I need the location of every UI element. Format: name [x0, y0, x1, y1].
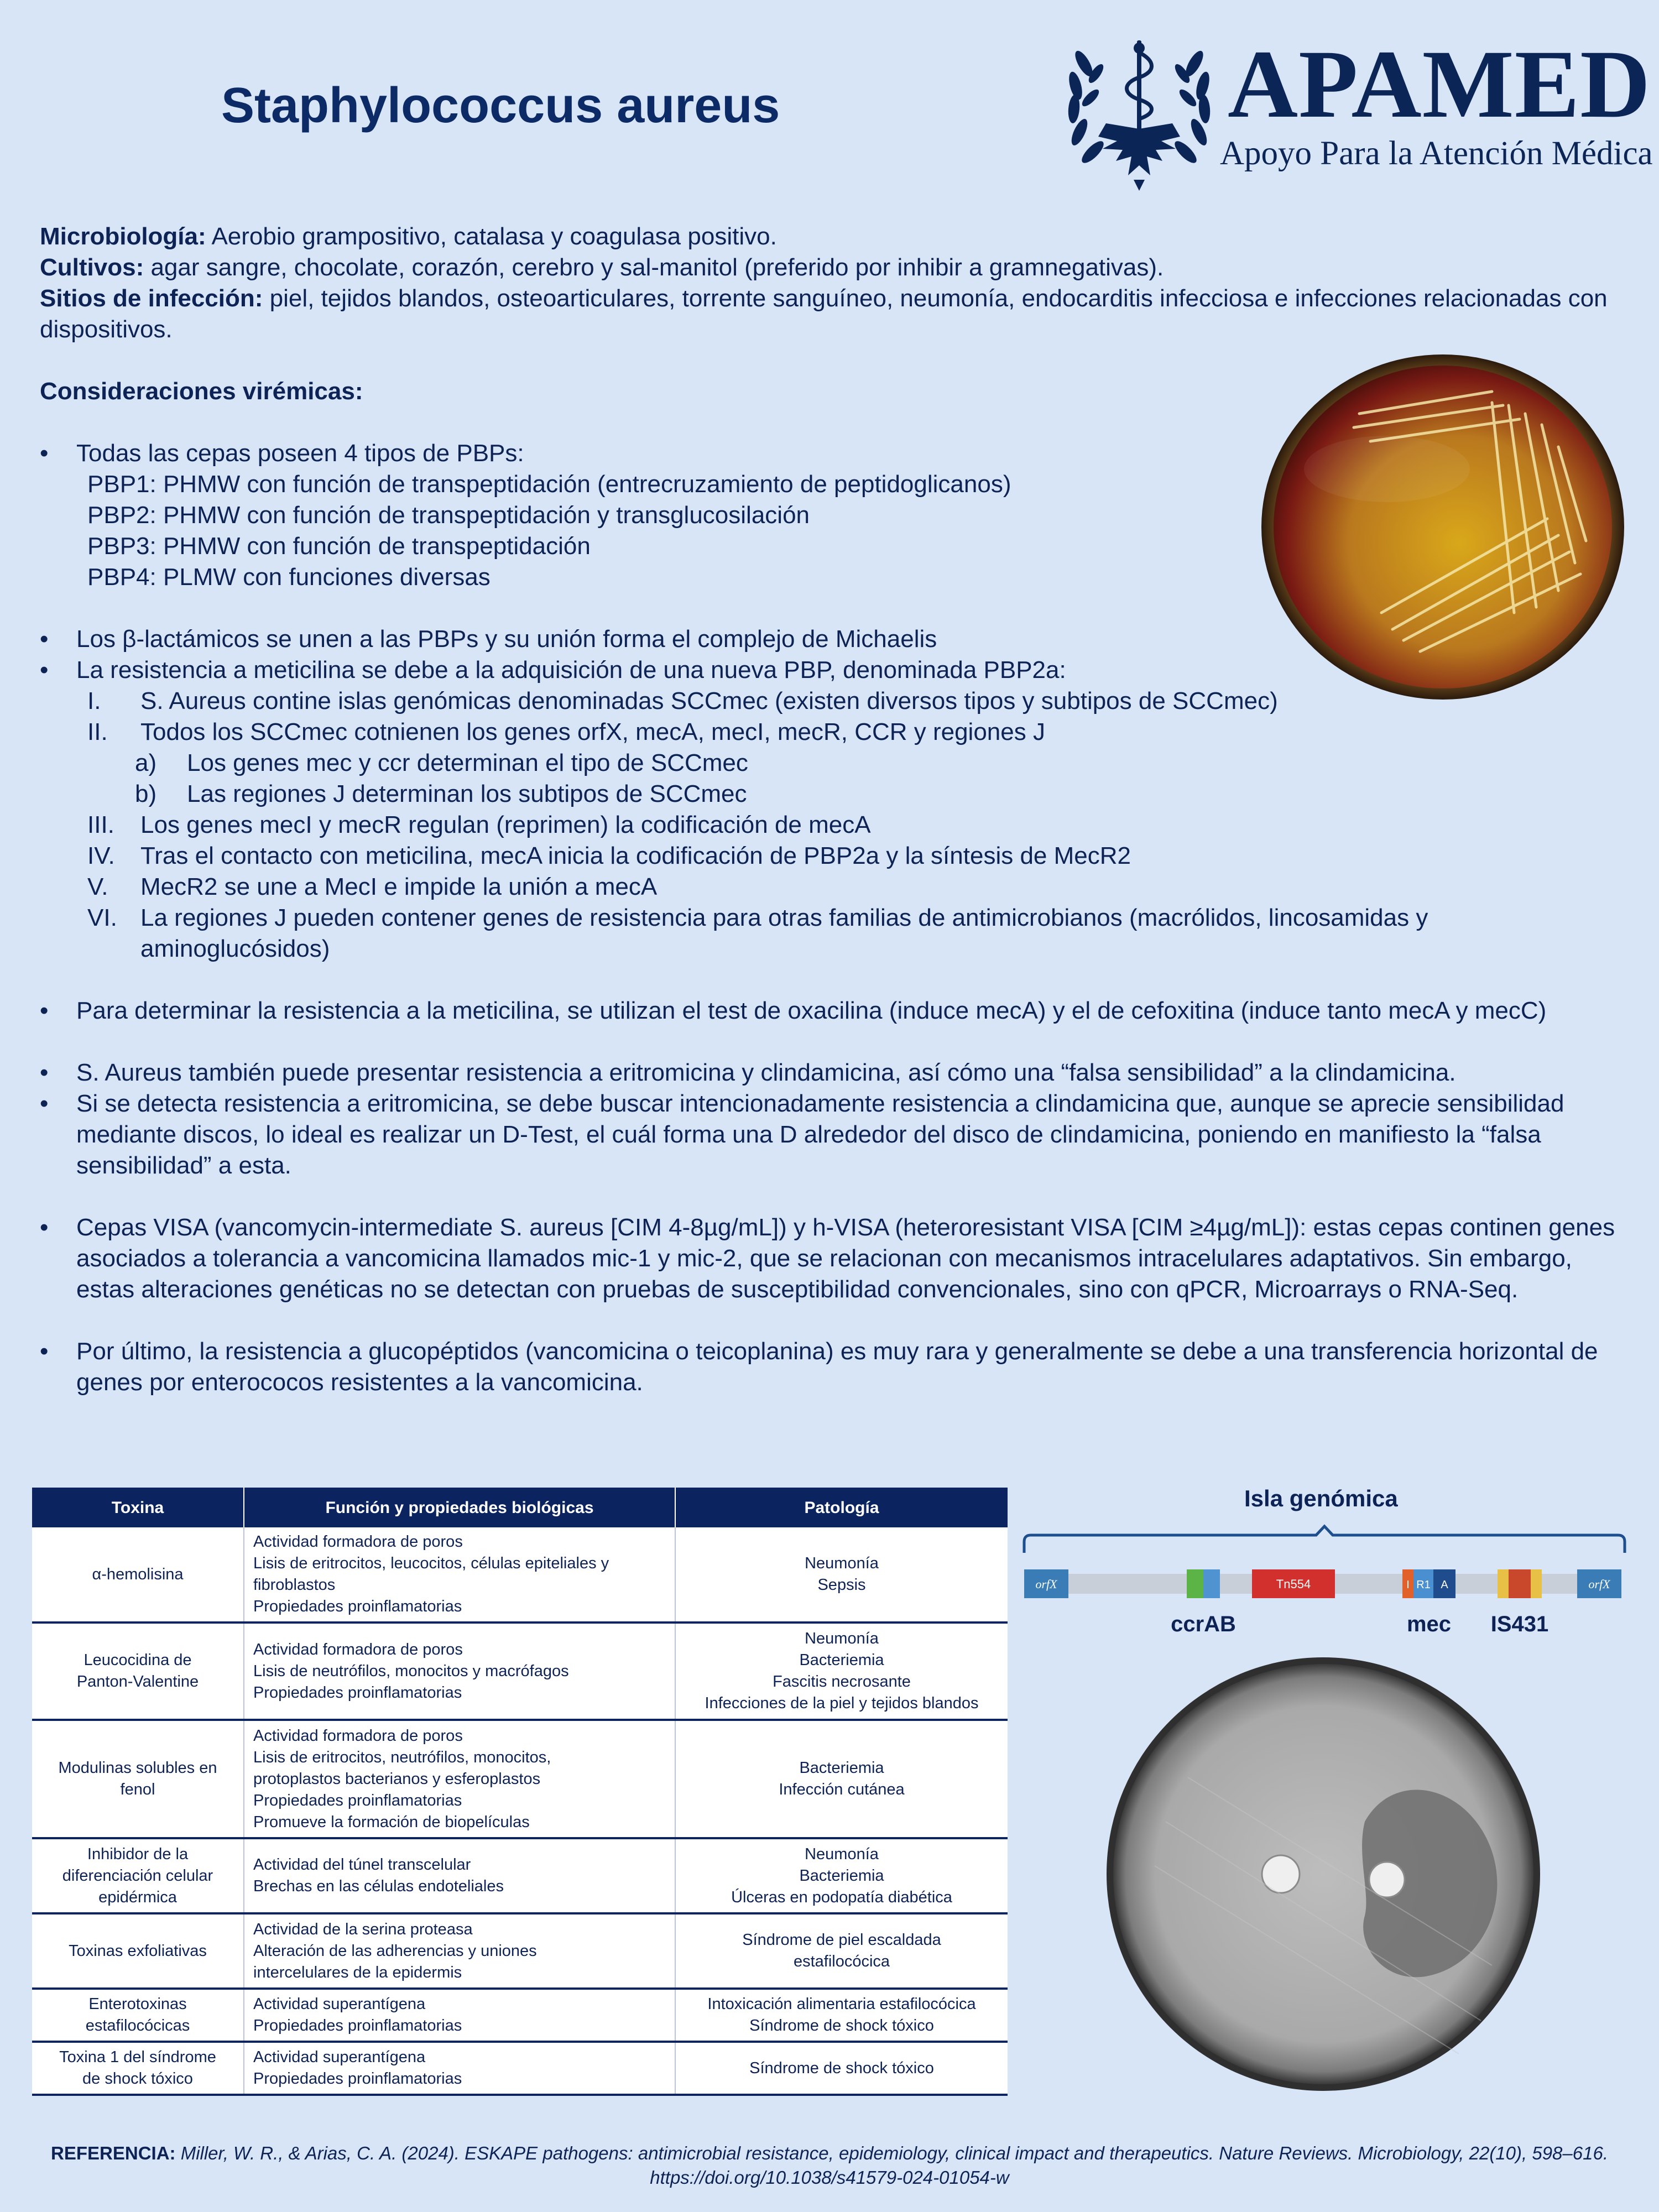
table-row — [32, 1527, 1008, 1623]
microbiologia-label: Microbiología: — [40, 223, 206, 250]
pbp-item: PBP1: PHMW con función de transpeptidación (entrecruzamiento de peptidoglicanos) — [87, 471, 1011, 498]
toxin-cell: α-hemolisina — [32, 1527, 244, 1623]
function-cell: Actividad superantígena Propiedades proinflamatorias — [244, 1989, 675, 2042]
bullet-eritromicina: • S. Aureus también puede presentar resistencia a eritromicina y clindamicina, así cómo una “falsa sensibilidad” a la clindamicina. — [40, 1057, 1621, 1088]
function-cell: Actividad formadora de poros Lisis de neutrófilos, monocitos y macrófagos Propiedades proinflamatorias — [244, 1623, 675, 1720]
roman-item: IV. Tras el contacto con meticilina, mecA inicia la codificación de PBP2a y la síntesis de MecR2 — [87, 842, 1131, 869]
pathology-cell: Síndrome de piel escaldada estafilocócica — [675, 1913, 1008, 1989]
pathology-cell: Síndrome de shock tóxico — [675, 2042, 1008, 2095]
function-cell: Actividad superantígena Propiedades proinflamatorias — [244, 2042, 675, 2095]
microbiologia-text: Aerobio grampositivo, catalasa y coagulasa positivo. — [206, 223, 777, 250]
pathology-cell: Neumonía Bacteriemia Úlceras en podopatía diabética — [675, 1838, 1008, 1913]
column-header-toxina: Toxina — [32, 1488, 244, 1527]
reference-label: REFERENCIA: — [51, 2143, 176, 2163]
apamed-logo — [1045, 30, 1653, 196]
pbp-item: PBP4: PLMW con funciones diversas — [87, 564, 491, 591]
bullet-meticilin: • La resistencia a meticilina se debe a la adquisición de una nueva PBP, denominada PBP2a: — [40, 655, 1621, 686]
mec-i-label: I — [1406, 1579, 1410, 1591]
is431-mid-block — [1509, 1569, 1531, 1598]
pbp-item: PBP2: PHMW con función de transpeptidación y transglucosilación — [87, 502, 810, 529]
island-title: Isla genómica — [1244, 1485, 1398, 1511]
pbp-item: PBP3: PHMW con función de transpeptidación — [87, 533, 591, 560]
function-cell: Actividad del túnel transcelular Brechas en las células endoteliales — [244, 1838, 675, 1913]
orfx-right-label: orfX — [1588, 1577, 1610, 1591]
table-row — [32, 2042, 1008, 2095]
roman-item: VI. La regiones J pueden contener genes de resistencia para otras familias de antimicrobianos (macrólidos, lincosamidas y aminoglucósidos) — [87, 904, 1428, 962]
island-bracket — [1024, 1526, 1625, 1553]
reference — [22, 2141, 1637, 2190]
agar-plate-culture-image — [1260, 353, 1626, 701]
pathology-cell: Bacteriemia Infección cutánea — [675, 1720, 1008, 1838]
logo-tagline: Apoyo Para la Atención Médica — [1220, 135, 1653, 172]
column-header-funcion: Función y propiedades biológicas — [244, 1488, 675, 1527]
toxin-table — [32, 1488, 1008, 2096]
cultivos-text: agar sangre, chocolate, corazón, cerebro y sal-manitol (preferido por inhibir a gramnegativas). — [144, 254, 1164, 281]
mec-r1-label: R1 — [1416, 1579, 1431, 1591]
cultivos-label: Cultivos: — [40, 254, 144, 281]
is431-left-block — [1498, 1569, 1509, 1598]
table-header-row — [32, 1488, 1008, 1527]
toxin-cell: Toxina 1 del síndrome de shock tóxico — [32, 2042, 244, 2095]
toxin-cell: Toxinas exfoliativas — [32, 1913, 244, 1989]
ccr-green-block — [1187, 1569, 1203, 1598]
toxin-cell: Inhibidor de la diferenciación celular epidérmica — [32, 1838, 244, 1913]
eagle-caduceus-emblem-icon — [1045, 30, 1233, 196]
table-row — [32, 1838, 1008, 1913]
ccr-blue-block — [1203, 1569, 1220, 1598]
sitios-line — [40, 283, 1621, 345]
roman-item: I. S. Aureus contine islas genómicas denominadas SCCmec (existen diversos tipos y subtipos de SCCmec) — [87, 687, 1278, 714]
alpha-item: b) Las regiones J determinan los subtipos de SCCmec — [135, 780, 747, 807]
alpha-item: a) Los genes mec y ccr determinan el tipo de SCCmec — [135, 749, 748, 776]
sitios-text: piel, tejidos blandos, osteoarticulares, torrente sanguíneo, neumonía, endocarditis infecciosa e infecciones relacionadas con dispositivos. — [40, 285, 1608, 343]
toxin-cell: Modulinas solubles en fenol — [32, 1720, 244, 1838]
microbiologia-line — [40, 221, 1621, 252]
table-row — [32, 1720, 1008, 1838]
bullet-dtest: • Si se detecta resistencia a eritromicina, se debe buscar intencionadamente resistencia a clindamicina que, aunque se aprecie sensibilidad mediante discos, lo ideal es realizar un D-Test, el cuál forma una D alrededor del disco de clindamicina, poniendo en manifiesto la “falsa sensibilidad” a esta. — [40, 1088, 1621, 1181]
ccrab-label: ccrAB — [1171, 1612, 1236, 1636]
considerations-heading: Consideraciones virémicas: — [40, 378, 363, 405]
bullet-glucopeptidos: • Por último, la resistencia a glucopéptidos (vancomicina o teicoplanina) es muy rara y generalmente se debe a una transferencia horizontal de genes por enterococos resistentes a la vancomicina. — [40, 1336, 1621, 1398]
function-cell: Actividad de la serina proteasa Alteración de las adherencias y uniones intercelulares de la epidermis — [244, 1913, 675, 1989]
page-title: Staphylococcus aureus — [221, 78, 780, 133]
logo-name: APAMED — [1228, 30, 1651, 138]
bullet-visa: • Cepas VISA (vancomycin-intermediate S. aureus [CIM 4-8µg/mL]) y h-VISA (heteroresistant VISA [CIM ≥4µg/mL]): estas cepas continen genes asociados a tolerancia a vancomicina llamados mic-1 y mic-2, que se relacionan con mecanismos intracelulares adaptativos. Sin embargo, estas alteraciones genéticas no se detectan con pruebas de susceptibilidad convencionales, sino con qPCR, Microarrays o RNA-Seq. — [40, 1212, 1621, 1305]
mec-label: mec — [1406, 1612, 1452, 1636]
roman-item: III. Los genes mecI y mecR regulan (reprimen) la codificación de mecA — [87, 811, 871, 838]
mec-a-label: A — [1441, 1579, 1448, 1591]
cultivos-line — [40, 252, 1621, 283]
bullet-beta-lactam: • Los β-lactámicos se unen a las PBPs y su unión forma el complejo de Michaelis — [40, 624, 1621, 655]
is431-label: IS431 — [1490, 1612, 1549, 1636]
is431-right-block — [1531, 1569, 1542, 1598]
tn554-label: Tn554 — [1276, 1577, 1311, 1591]
toxin-table-body — [32, 1527, 1008, 2095]
reference-text: Miller, W. R., & Arias, C. A. (2024). ESKAPE pathogens: antimicrobial resistance, epidemiology, clinical impact and therapeutics. Nature Reviews. Microbiology, 22(10), 598–616. — [175, 2143, 1608, 2163]
bullet-pbp-intro: • Todas las cepas poseen 4 tipos de PBPs: — [40, 438, 1621, 469]
table-row — [32, 1913, 1008, 1989]
roman-item: II. Todos los SCCmec cotnienen los genes orfX, mecA, mecI, mecR, CCR y regiones J — [87, 718, 1045, 745]
d-test-plate-image — [1105, 1656, 1542, 2093]
bullet-oxacilina: • Para determinar la resistencia a la meticilina, se utilizan el test de oxacilina (induce mecA) y el de cefoxitina (induce tanto mecA y mecC) — [40, 995, 1621, 1026]
roman-item: V. MecR2 se une a MecI e impide la unión a mecA — [87, 873, 658, 900]
pathology-cell: Intoxicación alimentaria estafilocócica Síndrome de shock tóxico — [675, 1989, 1008, 2042]
toxin-cell: Leucocidina de Panton-Valentine — [32, 1623, 244, 1720]
function-cell: Actividad formadora de poros Lisis de eritrocitos, leucocitos, células epiteliales y fibroblastos Propiedades proinflamatorias — [244, 1527, 675, 1623]
column-header-patologia: Patología — [675, 1488, 1008, 1527]
function-cell: Actividad formadora de poros Lisis de eritrocitos, neutrófilos, monocitos, protoplastos bacterianos y esferoplastos Propiedades proinflamatorias Promueve la formación de biopelículas — [244, 1720, 675, 1838]
table-row — [32, 1623, 1008, 1720]
island-schematic — [1018, 1482, 1631, 1648]
pathology-cell: Neumonía Sepsis — [675, 1527, 1008, 1623]
reference-doi: https://doi.org/10.1038/s41579-024-01054-w — [650, 2167, 1009, 2188]
orfx-left-label: orfX — [1035, 1577, 1057, 1591]
genomic-island-diagram — [1018, 1482, 1631, 1648]
toxin-cell: Enterotoxinas estafilocócicas — [32, 1989, 244, 2042]
table-row — [32, 1989, 1008, 2042]
pathology-cell: Neumonía Bacteriemia Fascitis necrosante Infecciones de la piel y tejidos blandos — [675, 1623, 1008, 1720]
sitios-label: Sitios de infección: — [40, 285, 263, 312]
